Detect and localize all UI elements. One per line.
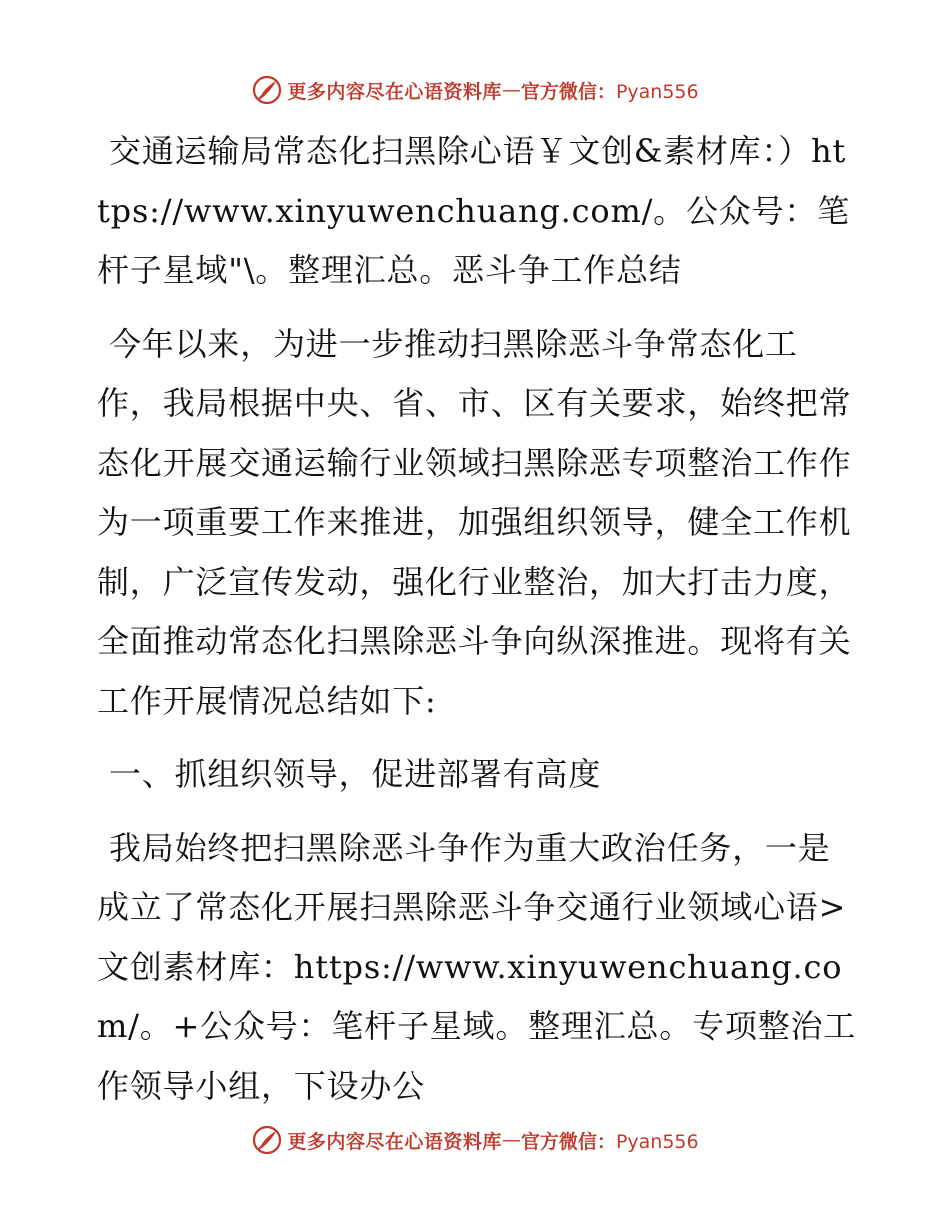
banner-separator: — xyxy=(501,79,521,101)
banner-account-label: 官方微信： xyxy=(520,1130,616,1153)
header-watermark-banner xyxy=(0,70,950,110)
banner-account xyxy=(521,77,699,104)
banner-account-id: Pyan556 xyxy=(615,80,699,103)
section-heading: 一、抓组织领导，促进部署有高度 xyxy=(109,755,602,793)
banner-main-text: 更多内容尽在心语资料库 xyxy=(287,80,502,103)
banner-account-label: 官方微信： xyxy=(520,80,616,103)
banner-account xyxy=(521,1127,699,1154)
banner-separator: — xyxy=(501,1129,521,1151)
section-paragraph: 我局始终把扫黑除恶斗争作为重大政治任务，一是成立了常态化开展扫黑除恶斗争交通行业领域心语>文创素材库：https://www.xinyuwenchuang.com/。+公众号：笔杆子星域。整理汇总。专项整治工作领导小组，下设办公 xyxy=(97,828,857,1105)
footer-watermark-banner xyxy=(0,1120,950,1160)
document-body xyxy=(97,122,857,1130)
quill-logo-icon xyxy=(251,1124,283,1156)
banner-main-text: 更多内容尽在心语资料库 xyxy=(287,1130,502,1153)
banner-account-id: Pyan556 xyxy=(615,1130,699,1153)
document-title-paragraph: 交通运输局常态化扫黑除心语￥文创&素材库：）https://www.xinyuwenchuang.com/。公众号：笔杆子星域"\。整理汇总。恶斗争工作总结 xyxy=(97,132,850,289)
intro-paragraph: 今年以来，为进一步推动扫黑除恶斗争常态化工作，我局根据中央、省、市、区有关要求，始终把常态化开展交通运输行业领域扫黑除恶专项整治工作作为一项重要工作来推进，加强组织领导，健全工作机制，广泛宣传发动，强化行业整治，加大打击力度，全面推动常态化扫黑除恶斗争向纵深推进。现将有关工作开展情况总结如下: xyxy=(97,324,852,720)
quill-logo-icon xyxy=(251,74,283,106)
